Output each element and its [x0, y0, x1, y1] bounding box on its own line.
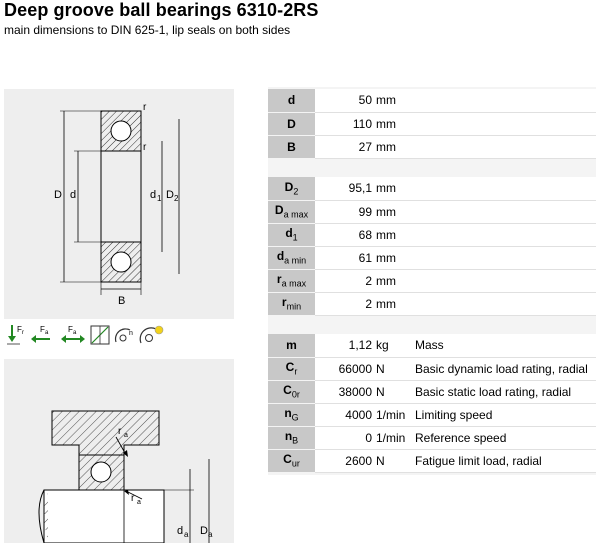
value-cell: 95,1: [315, 177, 376, 200]
symbol-cell: [268, 292, 315, 315]
value-cell: 2: [315, 269, 376, 292]
da-label: d: [177, 525, 184, 537]
symbol-cell: [268, 403, 315, 426]
symbol-text: n: [284, 429, 293, 444]
unit-cell: kg: [376, 334, 409, 357]
svg-text:a: a: [45, 330, 49, 336]
symbol-text: m: [286, 338, 297, 353]
symbol-text: D: [274, 203, 284, 218]
unit-cell: N: [376, 357, 409, 380]
feature-icon-strip: [6, 322, 226, 350]
table-row: [268, 449, 596, 472]
axial-load-both-icon: [61, 325, 85, 343]
description-cell: Basic dynamic load rating, radial: [409, 357, 596, 380]
symbol-cell: [268, 135, 315, 158]
unit-cell: 1/min: [376, 426, 409, 449]
symbol-text: n: [284, 406, 292, 421]
symbol-cell: [268, 223, 315, 246]
symbol-cell: [268, 177, 315, 200]
table-row: [268, 89, 596, 112]
ra-bot-label: r: [131, 493, 135, 504]
value-cell: 66000: [315, 357, 376, 380]
table-row: [268, 380, 596, 403]
axial-load-left-icon: [31, 325, 50, 343]
symbol-text: D: [287, 116, 296, 131]
table-row: [268, 292, 596, 315]
symbol-text: d: [285, 226, 293, 241]
radial-load-icon: [7, 325, 24, 344]
value-cell: 110: [315, 112, 376, 135]
symbol-subscript: r: [294, 366, 298, 377]
dim-D2-sub: 2: [174, 194, 179, 203]
da-sub: a: [184, 530, 189, 539]
unit-cell: N: [376, 380, 409, 403]
value-cell: 61: [315, 246, 376, 269]
description-cell: Basic static load rating, radial: [409, 380, 596, 403]
description-cell: Mass: [409, 334, 596, 357]
value-cell: 2600: [315, 449, 376, 472]
properties-body: [268, 334, 596, 472]
symbol-subscript: 2: [293, 186, 299, 197]
table-row: [268, 200, 596, 223]
svg-text:n: n: [129, 330, 133, 337]
description-cell: [409, 223, 596, 246]
symbol-subscript: ur: [291, 458, 300, 469]
ra-bot-sub: a: [137, 499, 141, 506]
description-cell: Limiting speed: [409, 403, 596, 426]
radius-r-mid-label: r: [143, 142, 147, 153]
symbol-text: D: [284, 180, 294, 195]
symbol-text: C: [283, 383, 292, 398]
dim-d1-sub: 1: [157, 194, 162, 203]
lubrication-icon: [140, 326, 163, 343]
ra-top-sub: a: [124, 432, 128, 439]
radius-r-top-label: r: [143, 102, 147, 113]
page-subtitle: main dimensions to DIN 625-1, lip seals on both sides: [4, 23, 291, 37]
abutment-body: [268, 177, 596, 315]
value-cell: 68: [315, 223, 376, 246]
unit-cell: mm: [376, 292, 409, 315]
unit-cell: mm: [376, 177, 409, 200]
svg-text:F: F: [17, 325, 22, 334]
value-cell: 4000: [315, 403, 376, 426]
svg-text:F: F: [68, 325, 73, 334]
symbol-cell: [268, 89, 315, 112]
svg-text:r: r: [22, 330, 24, 336]
symbol-cell: [268, 112, 315, 135]
description-cell: Fatigue limit load, radial: [409, 449, 596, 472]
table-row: [268, 426, 596, 449]
unit-cell: mm: [376, 246, 409, 269]
dim-d-label: d: [70, 189, 77, 201]
description-cell: [409, 89, 596, 112]
mounting-drawing: [4, 359, 234, 543]
dimensions-body: [268, 89, 596, 158]
value-cell: 2: [315, 292, 376, 315]
description-cell: [409, 269, 596, 292]
symbol-subscript: B: [292, 435, 299, 446]
symbol-subscript: a min: [284, 255, 307, 266]
dim-D-label: D: [54, 189, 62, 201]
description-cell: [409, 246, 596, 269]
ra-top-label: r: [118, 426, 122, 437]
description-cell: Reference speed: [409, 426, 596, 449]
value-cell: 38000: [315, 380, 376, 403]
misalignment-icon: [91, 326, 109, 344]
description-cell: [409, 112, 596, 135]
unit-cell: mm: [376, 112, 409, 135]
symbol-text: d: [276, 249, 285, 264]
value-cell: 0: [315, 426, 376, 449]
symbol-text: d: [287, 93, 296, 108]
heat-speed-icon: [116, 329, 133, 342]
symbol-text: B: [287, 139, 296, 154]
description-cell: [409, 292, 596, 315]
table-row: [268, 223, 596, 246]
value-cell: 1,12: [315, 334, 376, 357]
symbol-cell: [268, 246, 315, 269]
table-row: [268, 112, 596, 135]
symbol-subscript: G: [291, 412, 299, 423]
unit-cell: N: [376, 449, 409, 472]
abutment-table: [268, 177, 596, 316]
svg-text:F: F: [40, 325, 45, 334]
dimensions-table: [268, 89, 596, 159]
table-row: [268, 269, 596, 292]
unit-cell: 1/min: [376, 403, 409, 426]
unit-cell: mm: [376, 223, 409, 246]
symbol-cell: [268, 426, 315, 449]
properties-table: [268, 334, 596, 473]
table-row: [268, 135, 596, 158]
Da-label: D: [200, 525, 208, 537]
symbol-text: r: [281, 295, 287, 310]
description-cell: [409, 200, 596, 223]
symbol-cell: [268, 380, 315, 403]
symbol-subscript: 0r: [291, 389, 300, 400]
bearing-section-svg: [4, 89, 234, 319]
table-row: [268, 177, 596, 200]
table-row: [268, 403, 596, 426]
symbol-cell: [268, 200, 315, 223]
symbol-text: C: [283, 452, 292, 467]
table-row: [268, 334, 596, 357]
symbol-text: C: [285, 360, 295, 375]
symbol-cell: [268, 334, 315, 357]
svg-text:a: a: [73, 330, 77, 336]
symbol-subscript: min: [286, 301, 302, 312]
unit-cell: mm: [376, 200, 409, 223]
symbol-cell: [268, 449, 315, 472]
table-row: [268, 357, 596, 380]
value-cell: 50: [315, 89, 376, 112]
Da-sub: a: [208, 530, 213, 539]
mounting-svg: [4, 359, 234, 543]
unit-cell: mm: [376, 89, 409, 112]
symbol-subscript: a max: [281, 278, 307, 289]
symbol-subscript: a max: [283, 209, 309, 220]
symbol-cell: [268, 357, 315, 380]
symbol-cell: [268, 269, 315, 292]
value-cell: 99: [315, 200, 376, 223]
bearing-section-drawing: [4, 89, 234, 319]
dim-d1-label: d: [150, 189, 157, 201]
dim-D2-label: D: [166, 189, 174, 201]
symbol-subscript: 1: [292, 232, 298, 243]
value-cell: 27: [315, 135, 376, 158]
unit-cell: mm: [376, 269, 409, 292]
description-cell: [409, 177, 596, 200]
description-cell: [409, 135, 596, 158]
unit-cell: mm: [376, 135, 409, 158]
table-row: [268, 246, 596, 269]
page-title: Deep groove ball bearings 6310-2RS: [4, 0, 319, 20]
dim-B-label: B: [118, 295, 126, 307]
symbol-text: r: [276, 272, 282, 287]
